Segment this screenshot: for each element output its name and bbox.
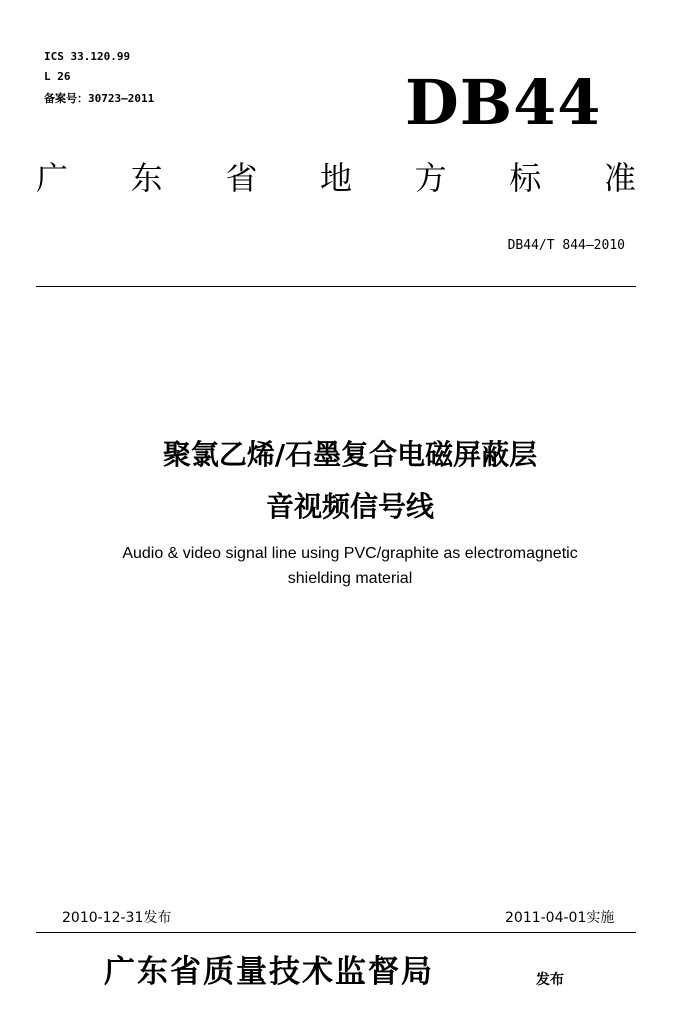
publisher-name: 广东省质量技术监督局	[104, 954, 434, 990]
title-english-line-1: Audio & video signal line using PVC/graphite as electromagnetic	[122, 545, 578, 562]
title-chinese-line-1: 聚氯乙烯/石墨复合电磁屏蔽层	[162, 438, 538, 471]
standard-type-char: 准	[603, 159, 636, 197]
publish-label: 发布	[536, 972, 564, 988]
standard-type-char: 方	[414, 159, 447, 197]
standard-type-heading	[36, 159, 636, 197]
record-number: 备案号：30723—2011	[44, 92, 155, 105]
standard-type-char: 标	[509, 159, 542, 197]
standard-number: DB44/T 844—2010	[507, 238, 625, 253]
standard-type-char: 地	[319, 159, 352, 197]
standard-type-char: 广	[36, 159, 69, 197]
ccs-code: L 26	[44, 70, 71, 83]
ics-code: ICS 33.120.99	[44, 50, 131, 63]
standard-type-char: 东	[130, 159, 163, 197]
implementation-date: 2011-04-01实施	[505, 910, 615, 926]
top-divider	[36, 286, 636, 287]
bottom-divider	[36, 932, 636, 933]
title-chinese-line-2: 音视频信号线	[265, 490, 434, 523]
title-english-line-2: shielding material	[287, 570, 413, 587]
standard-code-logo: DB44	[405, 66, 602, 139]
standard-type-char: 省	[225, 159, 258, 197]
issue-date: 2010-12-31发布	[62, 910, 172, 926]
